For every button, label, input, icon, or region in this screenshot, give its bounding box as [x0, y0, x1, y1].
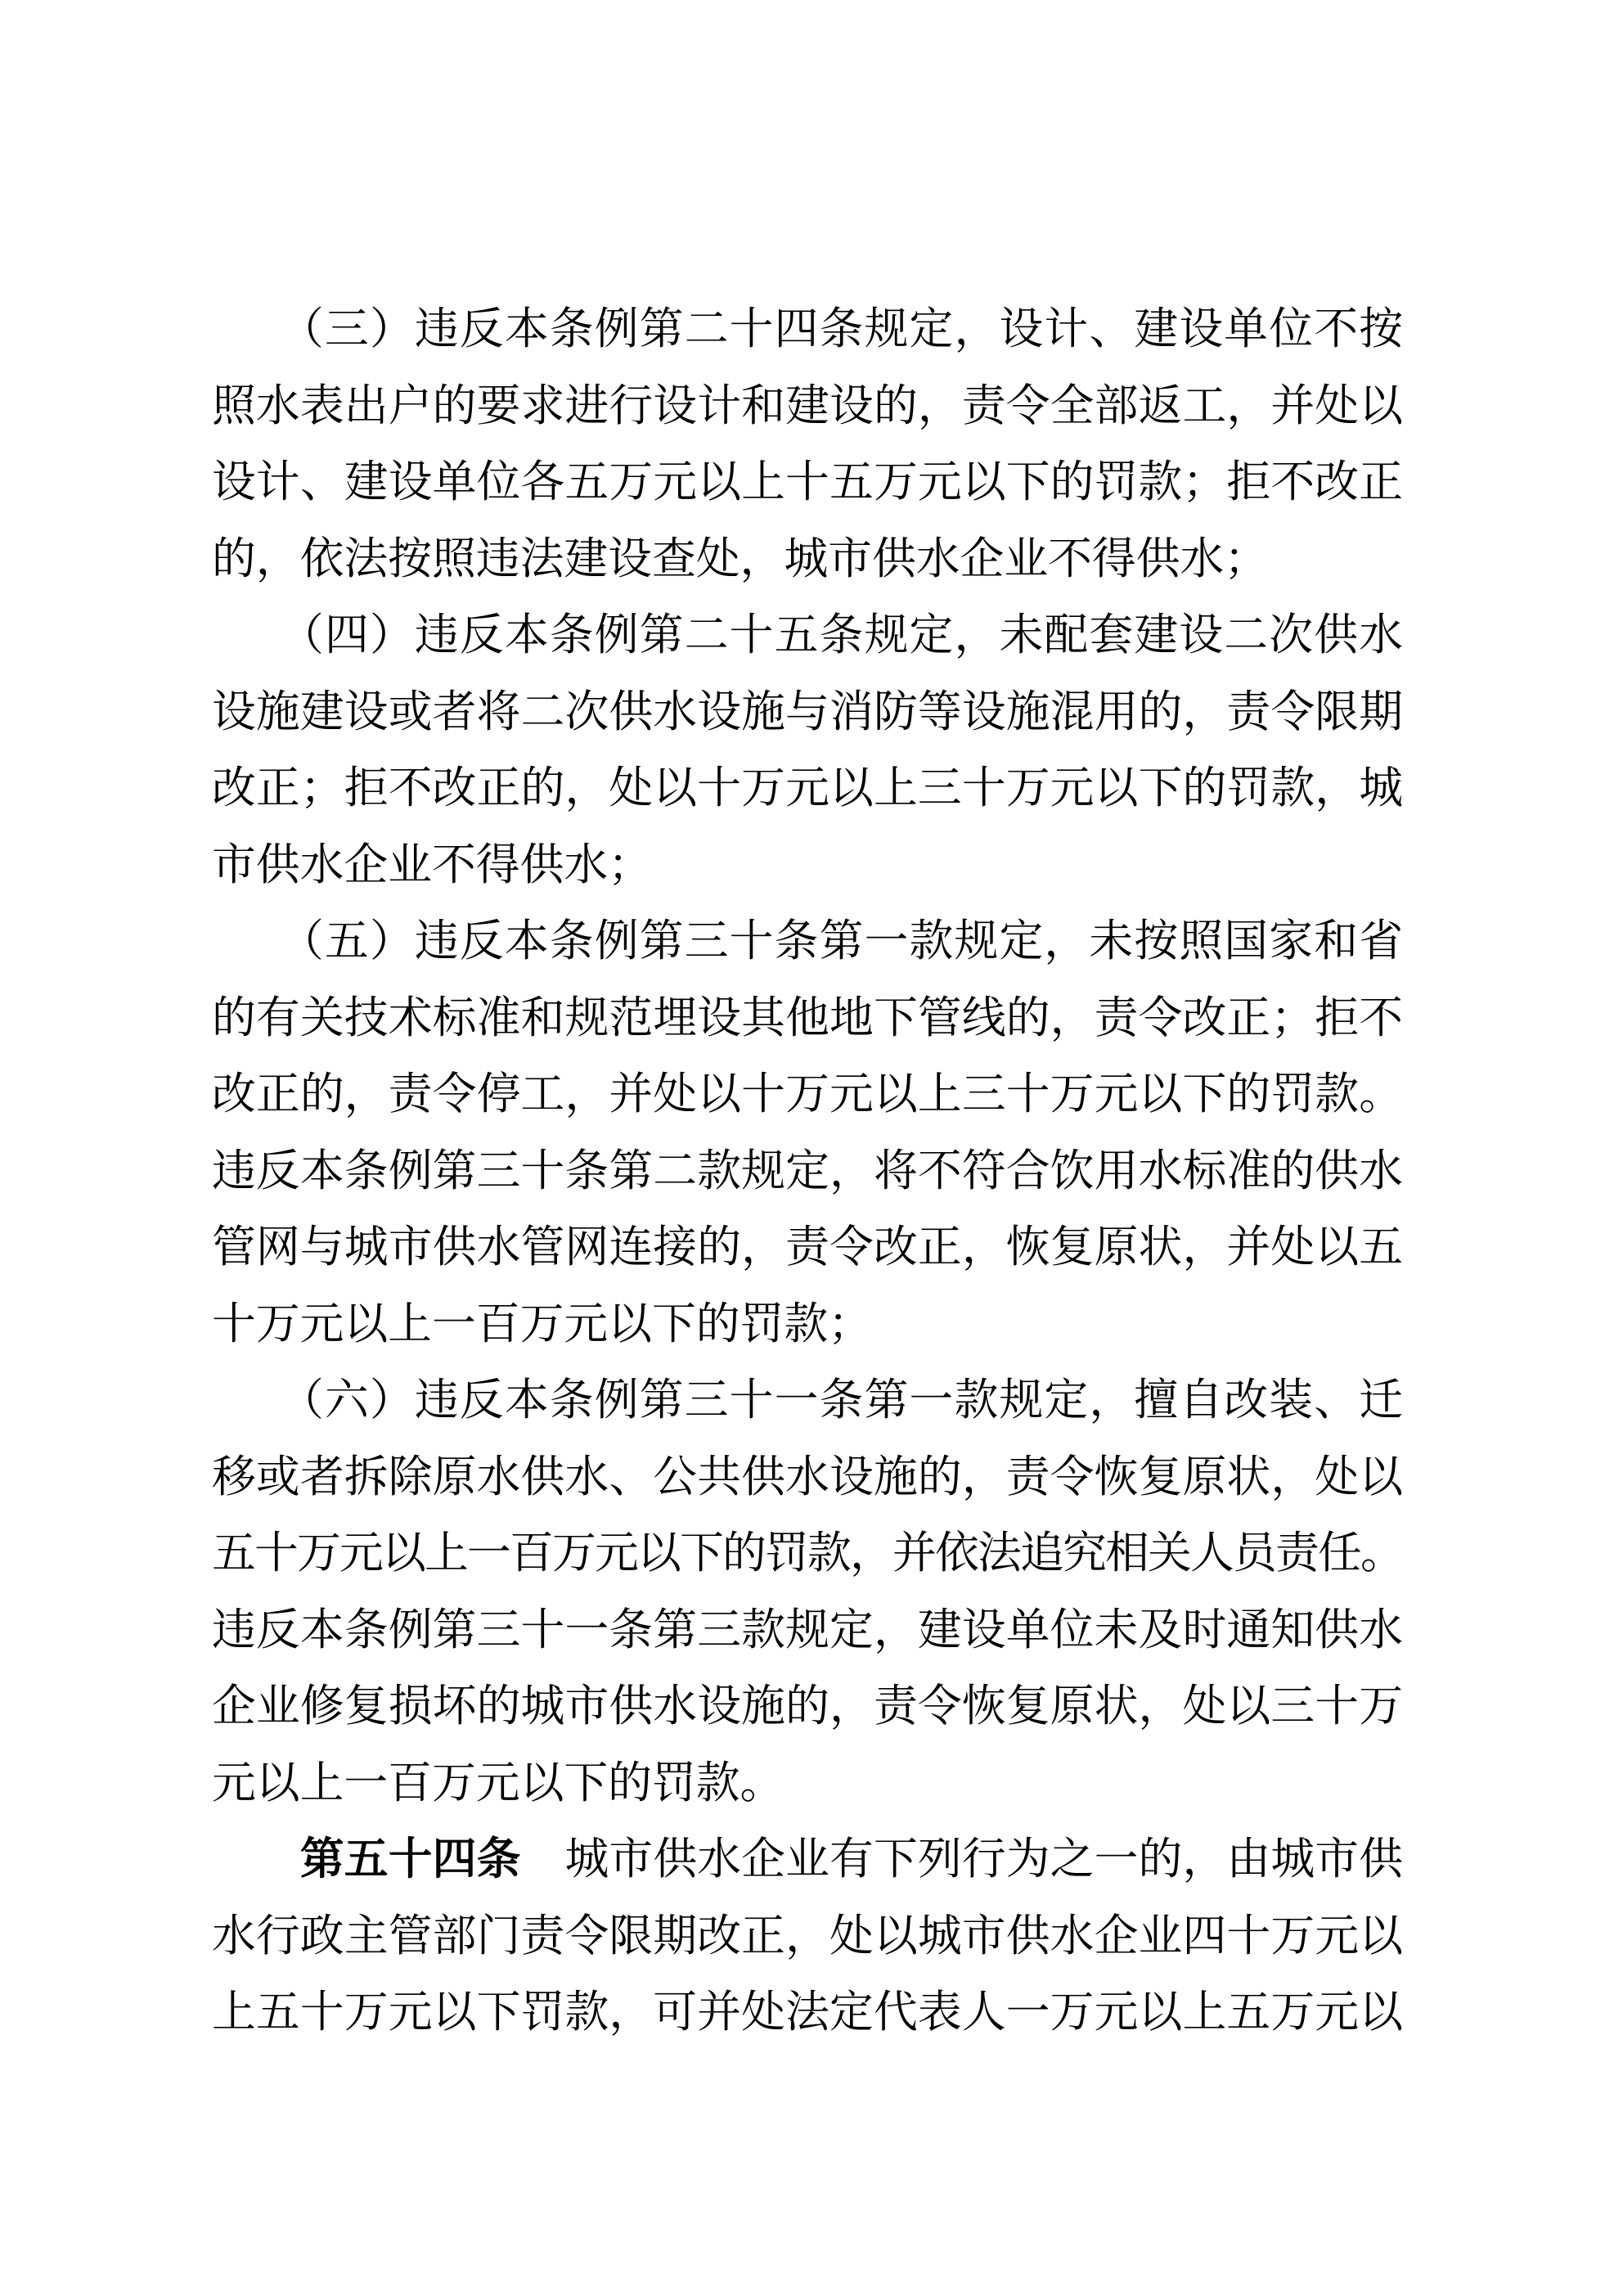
paragraph-item-5 — [212, 903, 1403, 1362]
text-run: （六）违反本条例第三十一条第一款规定，擅自改装、迁 — [212, 1375, 1403, 1425]
text-line — [212, 980, 1403, 1057]
text-line — [212, 521, 1403, 598]
text-line — [212, 827, 1403, 904]
paragraph-item-6 — [212, 1362, 1403, 1821]
text-line — [212, 1745, 1403, 1822]
text-run: 的，依法按照违法建设查处，城市供水企业不得供水； — [212, 533, 1269, 583]
text-run: 元以上一百万元以下的罚款。 — [212, 1758, 785, 1808]
text-run: 五十万元以上一百万元以下的罚款，并依法追究相关人员责任。 — [212, 1528, 1403, 1578]
text-run: 违反本条例第三十一条第三款规定，建设单位未及时通知供水 — [212, 1605, 1403, 1654]
text-run: （五）违反本条例第三十条第一款规定，未按照国家和省 — [212, 916, 1403, 966]
text-line — [212, 1133, 1403, 1210]
text-line — [212, 1668, 1403, 1745]
text-line — [212, 597, 1403, 674]
text-line — [212, 674, 1403, 751]
text-run: 违反本条例第三十条第二款规定，将不符合饮用水标准的供水 — [212, 1146, 1403, 1195]
paragraph-article-54 — [212, 1821, 1403, 2051]
text-run — [212, 1835, 300, 1884]
text-run: 企业修复损坏的城市供水设施的，责令恢复原状，处以三十万 — [212, 1681, 1403, 1731]
text-run: 管网与城市供水管网连接的，责令改正，恢复原状，并处以五 — [212, 1222, 1403, 1272]
paragraph-item-4 — [212, 597, 1403, 903]
text-run: 市供水企业不得供水； — [212, 840, 652, 889]
text-line — [212, 903, 1403, 980]
text-run: 移或者拆除原水供水、公共供水设施的，责令恢复原状，处以 — [212, 1452, 1403, 1501]
text-line — [212, 1362, 1403, 1439]
text-run: 照水表出户的要求进行设计和建设的，责令全部返工，并处以 — [212, 380, 1403, 430]
text-line — [212, 1515, 1403, 1592]
text-run: 改正；拒不改正的，处以十万元以上三十万元以下的罚款，城 — [212, 763, 1403, 813]
text-line — [212, 750, 1403, 827]
article-number: 第五十四条 — [299, 1835, 521, 1884]
text-run: 水行政主管部门责令限期改正，处以城市供水企业四十万元以 — [212, 1911, 1403, 1961]
text-run: 设施建设或者将二次供水设施与消防等设施混用的，责令限期 — [212, 687, 1403, 736]
document-body — [212, 291, 1403, 2051]
text-run: 十万元以上一百万元以下的罚款； — [212, 1299, 872, 1348]
text-line — [212, 291, 1403, 368]
text-line — [212, 1209, 1403, 1286]
text-run: （三）违反本条例第二十四条规定，设计、建设单位不按 — [212, 304, 1403, 353]
text-line — [212, 1821, 1403, 1898]
text-run: 上五十万元以下罚款，可并处法定代表人一万元以上五万元以 — [212, 1988, 1403, 2037]
text-run: 改正的，责令停工，并处以十万元以上三十万元以下的罚款。 — [212, 1069, 1403, 1119]
text-line — [212, 1286, 1403, 1363]
text-run: 设计、建设单位各五万元以上十五万元以下的罚款；拒不改正 — [212, 457, 1403, 506]
text-line — [212, 444, 1403, 521]
text-line — [212, 1974, 1403, 2051]
text-line — [212, 368, 1403, 445]
text-run: 的有关技术标准和规范埋设其他地下管线的，责令改正；拒不 — [212, 993, 1403, 1042]
text-line — [212, 1056, 1403, 1133]
text-line — [212, 1898, 1403, 1975]
text-line — [212, 1439, 1403, 1516]
paragraph-item-3 — [212, 291, 1403, 597]
text-run: 城市供水企业有下列行为之一的，由城市供 — [520, 1835, 1404, 1884]
text-run: （四）违反本条例第二十五条规定，未配套建设二次供水 — [212, 610, 1403, 660]
text-line — [212, 1592, 1403, 1669]
